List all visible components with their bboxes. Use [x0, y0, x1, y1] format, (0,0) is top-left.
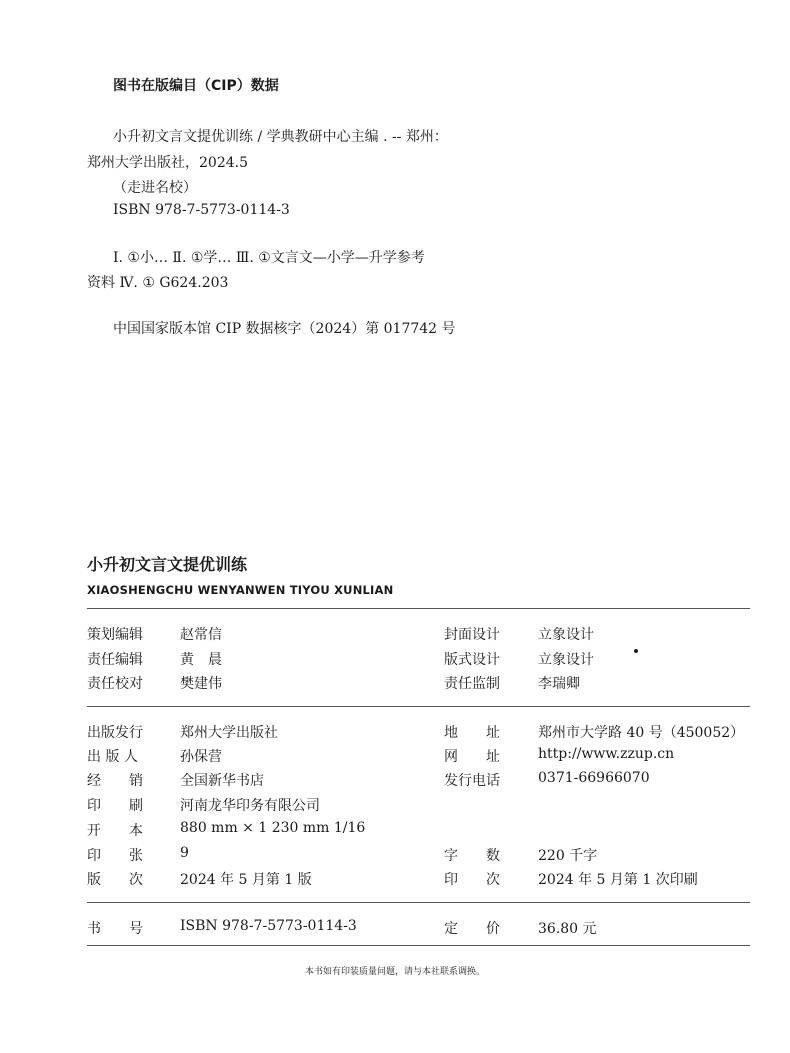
pub-label: 印 张	[87, 848, 143, 864]
pub-value: 0371-66966070	[538, 770, 650, 786]
pub-value: 全国新华书店	[180, 773, 264, 789]
pub-value: 880 mm × 1 230 mm 1/16	[180, 820, 366, 836]
divider-1	[87, 608, 750, 609]
cip-line-classification: Ⅰ. ①小… Ⅱ. ①学… Ⅲ. ①文言文—小学—升学参考	[113, 250, 425, 266]
pub-value: 郑州大学出版社	[180, 725, 278, 741]
pub-value: http://www.zzup.cn	[538, 746, 675, 762]
cip-line-isbn: ISBN 978-7-5773-0114-3	[113, 202, 290, 218]
pub-label: 开 本	[87, 823, 143, 839]
pub-value: 9	[180, 845, 189, 861]
pub-label: 出 版 人	[87, 749, 138, 765]
pub-label: 印 次	[444, 872, 500, 888]
staff-label: 责任编辑	[87, 652, 143, 668]
divider-4	[87, 945, 750, 946]
staff-label: 责任监制	[444, 676, 500, 692]
pub-label: 网 址	[444, 749, 500, 765]
cip-line-approval: 中国国家版本馆 CIP 数据核字（2024）第 017742 号	[113, 321, 456, 337]
pub-label: 出版发行	[87, 725, 143, 741]
staff-label: 封面设计	[444, 627, 500, 643]
cip-line-2: 郑州大学出版社，2024.5	[87, 155, 248, 171]
footnote: 本书如有印装质量问题，请与本社联系调换。	[304, 967, 485, 977]
staff-label: 版式设计	[444, 652, 500, 668]
book-title-pinyin: XIAOSHENGCHU WENYANWEN TIYOU XUNLIAN	[87, 583, 394, 597]
divider-2	[87, 706, 750, 707]
pub-label: 发行电话	[444, 773, 500, 789]
staff-value: 立象设计	[538, 627, 594, 643]
pub-value: 2024 年 5 月第 1 版	[180, 872, 312, 888]
pub-value: 郑州市大学路 40 号（450052）	[538, 725, 745, 741]
book-title: 小升初文言文提优训练	[87, 555, 248, 574]
cip-line-3: （走进名校）	[113, 180, 197, 196]
pub-label: 地 址	[444, 725, 500, 741]
staff-value: 黄 晨	[180, 652, 222, 668]
staff-label: 责任校对	[87, 676, 143, 692]
price-value: 36.80 元	[538, 921, 597, 937]
pub-value: 河南龙华印务有限公司	[180, 798, 320, 814]
isbn-label: 书 号	[87, 921, 143, 937]
cip-title: 图书在版编目（CIP）数据	[113, 78, 279, 94]
cip-line-1: 小升初文言文提优训练 / 学典教研中心主编 . -- 郑州：	[113, 129, 448, 145]
pub-value: 220 千字	[538, 848, 598, 864]
staff-value: 立象设计	[538, 652, 594, 668]
divider-3	[87, 902, 750, 903]
pub-label: 版 次	[87, 872, 143, 888]
staff-value: 樊建伟	[180, 676, 222, 692]
staff-label: 策划编辑	[87, 627, 143, 643]
pub-label: 字 数	[444, 848, 500, 864]
price-label: 定 价	[444, 921, 500, 937]
pub-value: 孙保营	[180, 749, 222, 765]
pub-label: 印 刷	[87, 798, 143, 814]
pub-label: 经 销	[87, 773, 143, 789]
staff-value: 赵常信	[180, 627, 222, 643]
cip-line-classification-cont: 资料 Ⅳ. ① G624.203	[87, 275, 229, 291]
staff-value: 李瑞卿	[538, 676, 580, 692]
ink-dot	[634, 649, 638, 653]
isbn-value: ISBN 978-7-5773-0114-3	[180, 918, 357, 934]
pub-value: 2024 年 5 月第 1 次印刷	[538, 872, 698, 888]
